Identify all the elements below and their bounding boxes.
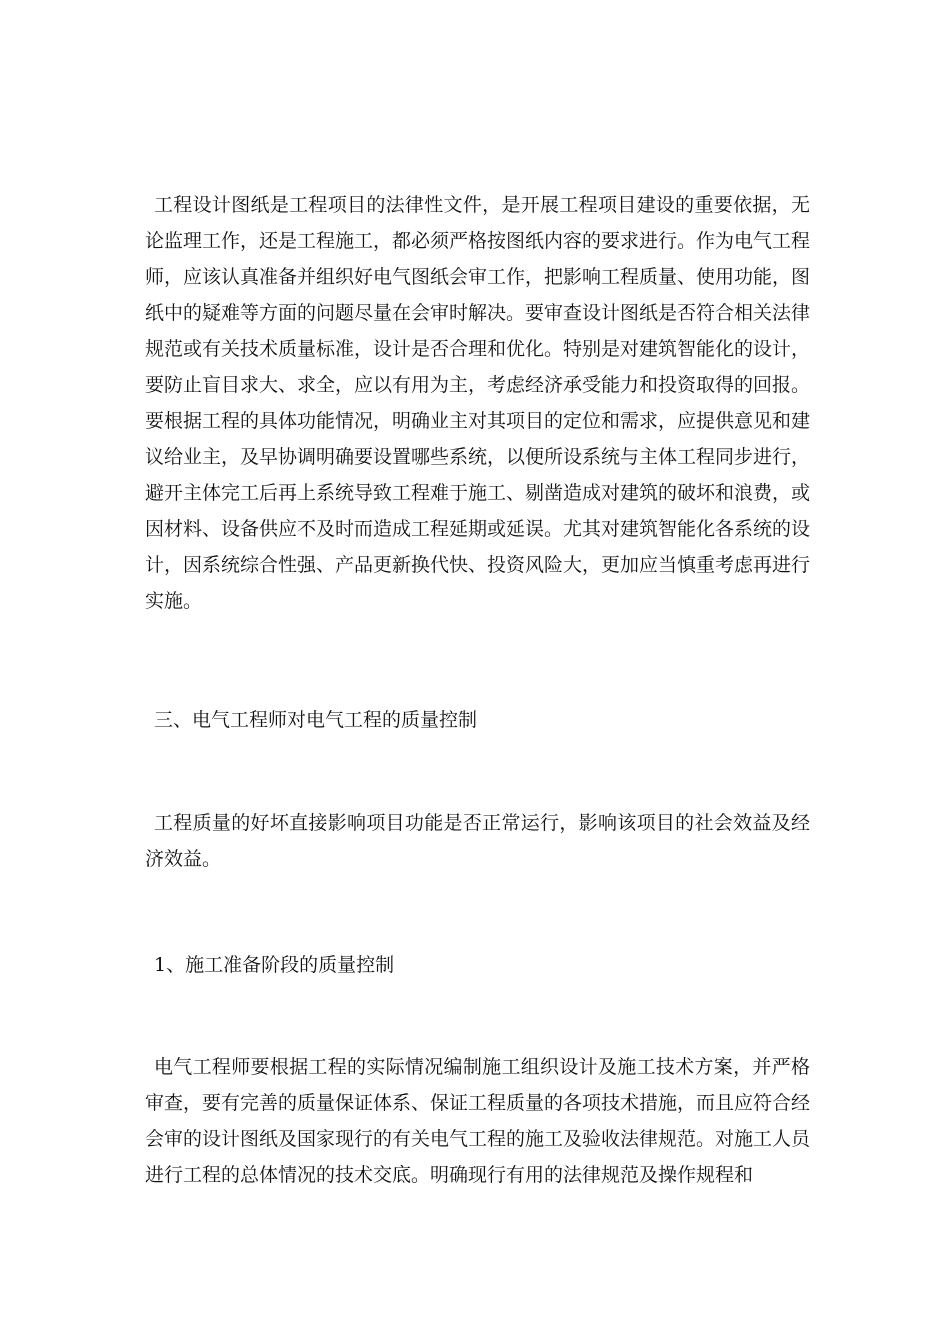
section-heading-quality-control: 三、电气工程师对电气工程的质量控制 <box>154 709 478 731</box>
subsection-heading-preparation-stage: 1、施工准备阶段的质量控制 <box>154 954 395 976</box>
paragraph-quality-impact: 工程质量的好坏直接影响项目功能是否正常运行，影响该项目的社会效益及经济效益。 <box>145 812 810 870</box>
paragraph-design-drawings: 工程设计图纸是工程项目的法律性文件，是开展工程项目建设的重要依据，无论监理工作，还是工程施工，都必须严格按图纸内容的要求进行。作为电气工程师，应该认真准备并组织好电气图纸会审工作，把影响工程质量、使用功能，图纸中的疑难等方面的问题尽量在会审时解决。要审查设计图纸是否符合相关法律规范或有关技术质量标准，设计是否合理和优化。特别是对建筑智能化的设计，要防止盲目求大、求全，应以有用为主，考虑经济承受能力和投资取得的回报。要根据工程的具体功能情况，明确业主对其项目的定位和需求，应提供意见和建议给业主，及早协调明确要设置哪些系统，以便所设系统与主体工程同步进行，避开主体完工后再上系统导致工程难于施工、剔凿造成对建筑的破坏和浪费，或因材料、设备供应不及时而造成工程延期或延误。尤其对建筑智能化各系统的设计，因系统综合性强、产品更新换代快、投资风险大，更加应当慎重考虑再进行实施。 <box>145 194 811 612</box>
paragraph-construction-plan: 电气工程师要根据工程的实际情况编制施工组织设计及施工技术方案，并严格审查，要有完善的质量保证体系、保证工程质量的各项技术措施，而且应符合经会审的设计图纸及国家现行的有关电气工程的施工及验收法律规范。对施工人员进行工程的总体情况的技术交底。明确现行有用的法律规范及操作规程和 <box>145 1056 811 1186</box>
